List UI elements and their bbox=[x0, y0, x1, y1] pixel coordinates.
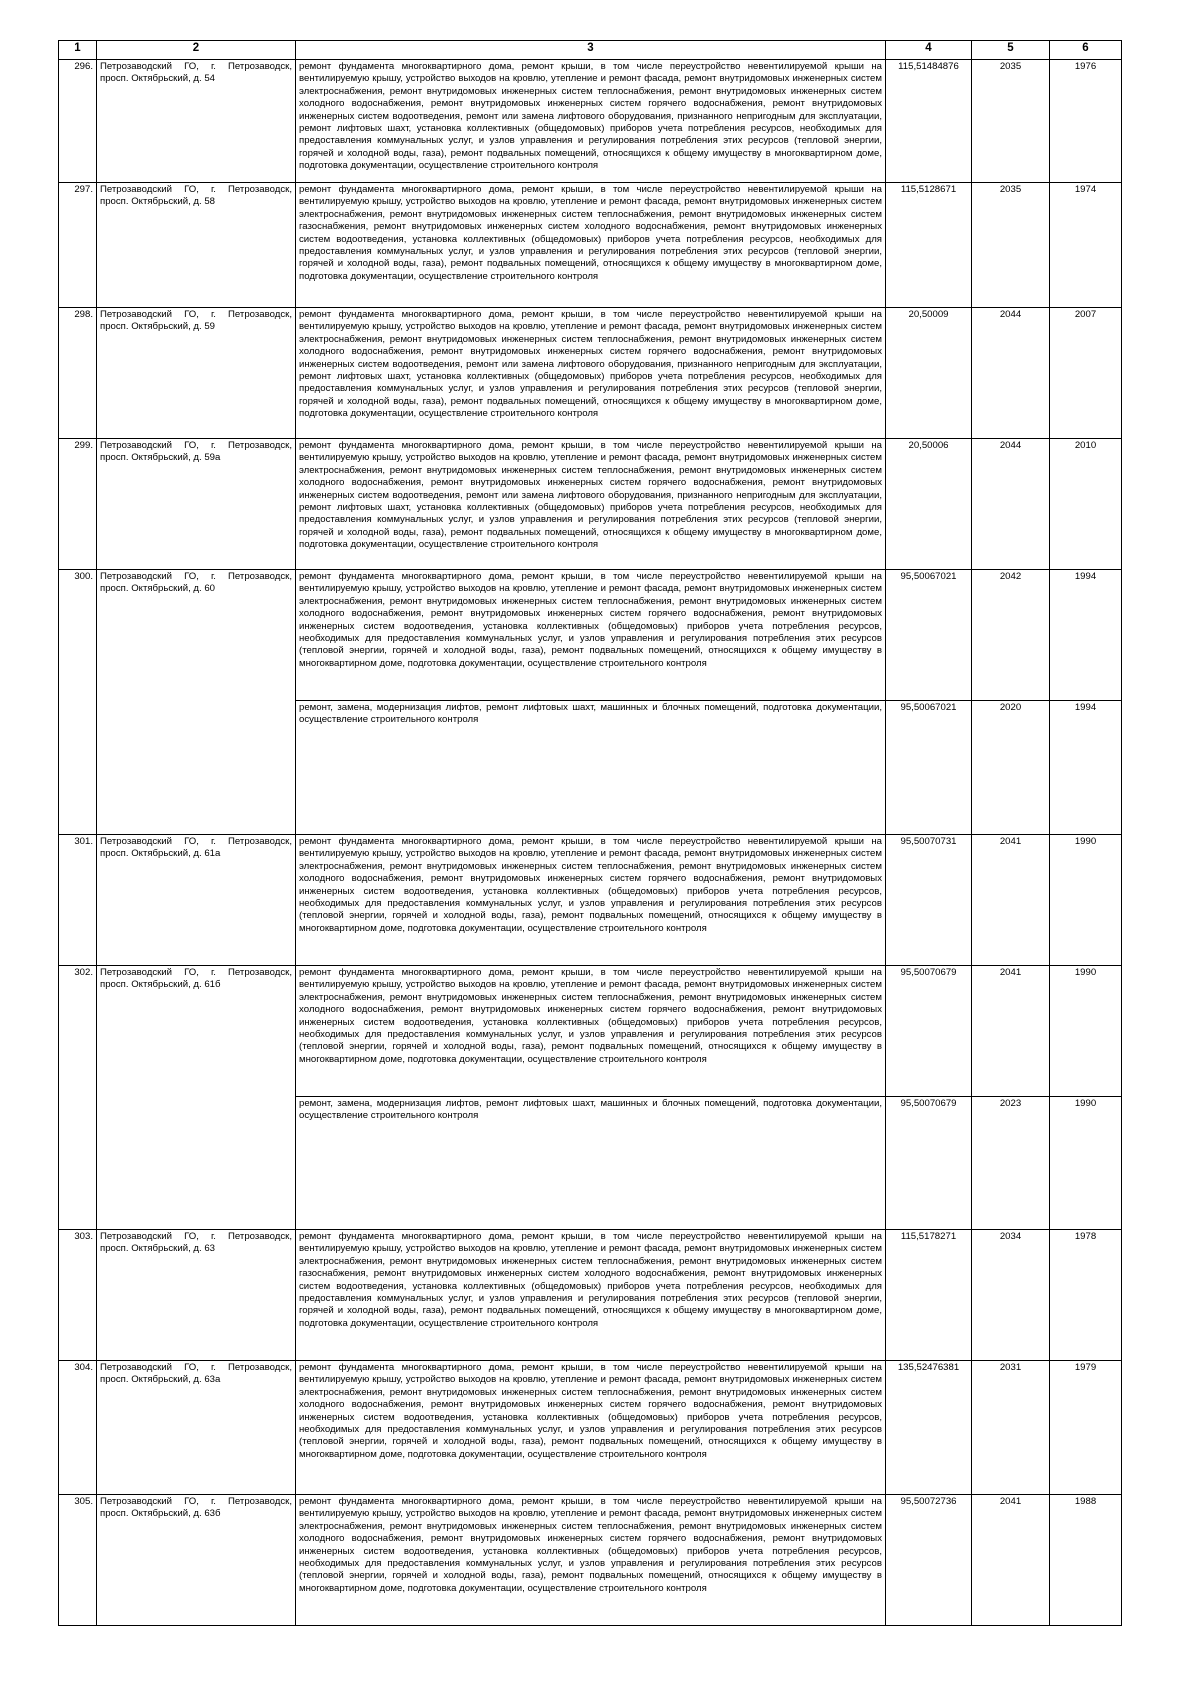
cost-cell: 95,50070679 bbox=[886, 1097, 972, 1230]
works-cell: ремонт фундамента многоквартирного дома, ремонт крыши, в том числе переустройство невентилируемой крыши на вентилируемую крышу, устройство выходов на кровлю, утепление и ремонт фасада, ремонт внутридомовых инженерных систем электроснабжения, ремонт внутридомовых инженерных систем теплоснабжения, ремонт внутридомовых инженерных систем газоснабжения, ремонт внутридомовых инженерных систем холодного водоснабжения, ремонт внутридомовых инженерных систем водоотведения, установка коллективных (общедомовых) приборов учета потребления ресурсов, необходимых для предоставления коммунальных услуг, и узлов управления и регулирования потребления этих ресурсов (тепловой энергии, горячей и холодной воды, газа), ремонт подвальных помещений, относящихся к общему имуществу в многоквартирном доме, подготовка документации, осуществление строительного контроля bbox=[296, 183, 886, 308]
planned-year-cell: 2041 bbox=[972, 1495, 1050, 1626]
planned-year-cell: 2031 bbox=[972, 1361, 1050, 1495]
works-cell: ремонт, замена, модернизация лифтов, ремонт лифтовых шахт, машинных и блочных помещений, подготовка документации, осуществление строительного контроля bbox=[296, 701, 886, 835]
col-header-1: 1 bbox=[59, 41, 97, 60]
build-year-cell: 1990 bbox=[1050, 1097, 1122, 1230]
build-year-cell: 1978 bbox=[1050, 1230, 1122, 1361]
planned-year-cell: 2035 bbox=[972, 183, 1050, 308]
col-header-4: 4 bbox=[886, 41, 972, 60]
address-cell: Петрозаводский ГО, г. Петрозаводск, просп. Октябрьский, д. 59 bbox=[97, 308, 296, 439]
row-number: 302. bbox=[59, 966, 97, 1230]
works-cell: ремонт фундамента многоквартирного дома, ремонт крыши, в том числе переустройство невентилируемой крыши на вентилируемую крышу, устройство выходов на кровлю, утепление и ремонт фасада, ремонт внутридомовых инженерных систем электроснабжения, ремонт внутридомовых инженерных систем теплоснабжения, ремонт внутридомовых инженерных систем холодного водоснабжения, ремонт внутридомовых инженерных систем горячего водоснабжения, ремонт внутридомовых инженерных систем водоотведения, установка коллективных (общедомовых) приборов учета потребления ресурсов, необходимых для предоставления коммунальных услуг, и узлов управления и регулирования потребления этих ресурсов (тепловой энергии, горячей и холодной воды, газа), ремонт подвальных помещений, относящихся к общему имуществу в многоквартирном доме, подготовка документации, осуществление строительного контроля bbox=[296, 1361, 886, 1495]
planned-year-cell: 2034 bbox=[972, 1230, 1050, 1361]
cost-cell: 95,50067021 bbox=[886, 701, 972, 835]
cost-cell: 95,50072736 bbox=[886, 1495, 972, 1626]
row-number: 296. bbox=[59, 60, 97, 183]
cost-cell: 95,50067021 bbox=[886, 570, 972, 701]
build-year-cell: 1990 bbox=[1050, 835, 1122, 966]
works-cell: ремонт фундамента многоквартирного дома, ремонт крыши, в том числе переустройство невентилируемой крыши на вентилируемую крышу, устройство выходов на кровлю, утепление и ремонт фасада, ремонт внутридомовых инженерных систем электроснабжения, ремонт внутридомовых инженерных систем теплоснабжения, ремонт внутридомовых инженерных систем холодного водоснабжения, ремонт внутридомовых инженерных систем горячего водоснабжения, ремонт внутридомовых инженерных систем водоотведения, ремонт или замена лифтового оборудования, признанного непригодным для эксплуатации, ремонт лифтовых шахт, установка коллективных (общедомовых) приборов учета потребления ресурсов, необходимых для предоставления коммунальных услуг, и узлов управления и регулирования потребления этих ресурсов (тепловой энергии, горячей и холодной воды, газа), ремонт подвальных помещений, относящихся к общему имуществу в многоквартирном доме, подготовка документации, осуществление строительного контроля bbox=[296, 439, 886, 570]
build-year-cell: 2010 bbox=[1050, 439, 1122, 570]
build-year-cell: 1990 bbox=[1050, 966, 1122, 1097]
build-year-cell: 1994 bbox=[1050, 701, 1122, 835]
col-header-2: 2 bbox=[97, 41, 296, 60]
address-cell: Петрозаводский ГО, г. Петрозаводск, просп. Октябрьский, д. 54 bbox=[97, 60, 296, 183]
address-cell: Петрозаводский ГО, г. Петрозаводск, просп. Октябрьский, д. 61б bbox=[97, 966, 296, 1230]
row-number: 299. bbox=[59, 439, 97, 570]
works-cell: ремонт фундамента многоквартирного дома, ремонт крыши, в том числе переустройство невентилируемой крыши на вентилируемую крышу, устройство выходов на кровлю, утепление и ремонт фасада, ремонт внутридомовых инженерных систем электроснабжения, ремонт внутридомовых инженерных систем теплоснабжения, ремонт внутридомовых инженерных систем холодного водоснабжения, ремонт внутридомовых инженерных систем горячего водоснабжения, ремонт внутридомовых инженерных систем водоотведения, ремонт или замена лифтового оборудования, признанного непригодным для эксплуатации, ремонт лифтовых шахт, установка коллективных (общедомовых) приборов учета потребления ресурсов, необходимых для предоставления коммунальных услуг, и узлов управления и регулирования потребления этих ресурсов (тепловой энергии, горячей и холодной воды, газа), ремонт подвальных помещений, относящихся к общему имуществу в многоквартирном доме, подготовка документации, осуществление строительного контроля bbox=[296, 60, 886, 183]
works-cell: ремонт фундамента многоквартирного дома, ремонт крыши, в том числе переустройство невентилируемой крыши на вентилируемую крышу, устройство выходов на кровлю, утепление и ремонт фасада, ремонт внутридомовых инженерных систем электроснабжения, ремонт внутридомовых инженерных систем теплоснабжения, ремонт внутридомовых инженерных систем газоснабжения, ремонт внутридомовых инженерных систем холодного водоснабжения, ремонт внутридомовых инженерных систем водоотведения, установка коллективных (общедомовых) приборов учета потребления ресурсов, необходимых для предоставления коммунальных услуг, и узлов управления и регулирования потребления этих ресурсов (тепловой энергии, горячей и холодной воды, газа), ремонт подвальных помещений, относящихся к общему имуществу в многоквартирном доме, подготовка документации, осуществление строительного контроля bbox=[296, 1230, 886, 1361]
planned-year-cell: 2041 bbox=[972, 966, 1050, 1097]
address-cell: Петрозаводский ГО, г. Петрозаводск, просп. Октябрьский, д. 59а bbox=[97, 439, 296, 570]
cost-cell: 135,52476381 bbox=[886, 1361, 972, 1495]
cost-cell: 20,50006 bbox=[886, 439, 972, 570]
address-cell: Петрозаводский ГО, г. Петрозаводск, просп. Октябрьский, д. 60 bbox=[97, 570, 296, 835]
planned-year-cell: 2020 bbox=[972, 701, 1050, 835]
build-year-cell: 2007 bbox=[1050, 308, 1122, 439]
table-row bbox=[59, 308, 1122, 439]
table-row bbox=[59, 1230, 1122, 1361]
planned-year-cell: 2035 bbox=[972, 60, 1050, 183]
table-row bbox=[59, 966, 1122, 1097]
address-cell: Петрозаводский ГО, г. Петрозаводск, просп. Октябрьский, д. 63б bbox=[97, 1495, 296, 1626]
planned-year-cell: 2042 bbox=[972, 570, 1050, 701]
cost-cell: 115,51484876 bbox=[886, 60, 972, 183]
planned-year-cell: 2041 bbox=[972, 835, 1050, 966]
table-row bbox=[59, 183, 1122, 308]
cost-cell: 95,50070731 bbox=[886, 835, 972, 966]
works-cell: ремонт, замена, модернизация лифтов, ремонт лифтовых шахт, машинных и блочных помещений, подготовка документации, осуществление строительного контроля bbox=[296, 1097, 886, 1230]
address-cell: Петрозаводский ГО, г. Петрозаводск, просп. Октябрьский, д. 58 bbox=[97, 183, 296, 308]
build-year-cell: 1979 bbox=[1050, 1361, 1122, 1495]
works-cell: ремонт фундамента многоквартирного дома, ремонт крыши, в том числе переустройство невентилируемой крыши на вентилируемую крышу, устройство выходов на кровлю, утепление и ремонт фасада, ремонт внутридомовых инженерных систем электроснабжения, ремонт внутридомовых инженерных систем теплоснабжения, ремонт внутридомовых инженерных систем холодного водоснабжения, ремонт внутридомовых инженерных систем горячего водоснабжения, ремонт внутридомовых инженерных систем водоотведения, установка коллективных (общедомовых) приборов учета потребления ресурсов, необходимых для предоставления коммунальных услуг, и узлов управления и регулирования потребления этих ресурсов (тепловой энергии, горячей и холодной воды, газа), ремонт подвальных помещений, относящихся к общему имуществу в многоквартирном доме, подготовка документации, осуществление строительного контроля bbox=[296, 570, 886, 701]
table-row bbox=[59, 1361, 1122, 1495]
row-number: 304. bbox=[59, 1361, 97, 1495]
works-cell: ремонт фундамента многоквартирного дома, ремонт крыши, в том числе переустройство невентилируемой крыши на вентилируемую крышу, устройство выходов на кровлю, утепление и ремонт фасада, ремонт внутридомовых инженерных систем электроснабжения, ремонт внутридомовых инженерных систем теплоснабжения, ремонт внутридомовых инженерных систем холодного водоснабжения, ремонт внутридомовых инженерных систем горячего водоснабжения, ремонт внутридомовых инженерных систем водоотведения, установка коллективных (общедомовых) приборов учета потребления ресурсов, необходимых для предоставления коммунальных услуг, и узлов управления и регулирования потребления этих ресурсов (тепловой энергии, горячей и холодной воды, газа), ремонт подвальных помещений, относящихся к общему имуществу в многоквартирном доме, подготовка документации, осуществление строительного контроля bbox=[296, 966, 886, 1097]
cost-cell: 115,5128671 bbox=[886, 183, 972, 308]
table-body bbox=[59, 60, 1122, 1626]
col-header-3: 3 bbox=[296, 41, 886, 60]
table-row bbox=[59, 570, 1122, 701]
works-cell: ремонт фундамента многоквартирного дома, ремонт крыши, в том числе переустройство невентилируемой крыши на вентилируемую крышу, устройство выходов на кровлю, утепление и ремонт фасада, ремонт внутридомовых инженерных систем электроснабжения, ремонт внутридомовых инженерных систем теплоснабжения, ремонт внутридомовых инженерных систем холодного водоснабжения, ремонт внутридомовых инженерных систем горячего водоснабжения, ремонт внутридомовых инженерных систем водоотведения, установка коллективных (общедомовых) приборов учета потребления ресурсов, необходимых для предоставления коммунальных услуг, и узлов управления и регулирования потребления этих ресурсов (тепловой энергии, горячей и холодной воды, газа), ремонт подвальных помещений, относящихся к общему имуществу в многоквартирном доме, подготовка документации, осуществление строительного контроля bbox=[296, 835, 886, 966]
build-year-cell: 1994 bbox=[1050, 570, 1122, 701]
cost-cell: 20,50009 bbox=[886, 308, 972, 439]
planned-year-cell: 2023 bbox=[972, 1097, 1050, 1230]
planned-year-cell: 2044 bbox=[972, 439, 1050, 570]
address-cell: Петрозаводский ГО, г. Петрозаводск, просп. Октябрьский, д. 61а bbox=[97, 835, 296, 966]
build-year-cell: 1976 bbox=[1050, 60, 1122, 183]
build-year-cell: 1974 bbox=[1050, 183, 1122, 308]
table-row bbox=[59, 1495, 1122, 1626]
table-row bbox=[59, 439, 1122, 570]
address-cell: Петрозаводский ГО, г. Петрозаводск, просп. Октябрьский, д. 63 bbox=[97, 1230, 296, 1361]
address-cell: Петрозаводский ГО, г. Петрозаводск, просп. Октябрьский, д. 63а bbox=[97, 1361, 296, 1495]
build-year-cell: 1988 bbox=[1050, 1495, 1122, 1626]
row-number: 300. bbox=[59, 570, 97, 835]
repair-schedule-table bbox=[58, 40, 1122, 1626]
table-row bbox=[59, 835, 1122, 966]
col-header-5: 5 bbox=[972, 41, 1050, 60]
header-row bbox=[59, 41, 1122, 60]
works-cell: ремонт фундамента многоквартирного дома, ремонт крыши, в том числе переустройство невентилируемой крыши на вентилируемую крышу, устройство выходов на кровлю, утепление и ремонт фасада, ремонт внутридомовых инженерных систем электроснабжения, ремонт внутридомовых инженерных систем теплоснабжения, ремонт внутридомовых инженерных систем холодного водоснабжения, ремонт внутридомовых инженерных систем горячего водоснабжения, ремонт внутридомовых инженерных систем водоотведения, ремонт или замена лифтового оборудования, признанного непригодным для эксплуатации, ремонт лифтовых шахт, установка коллективных (общедомовых) приборов учета потребления ресурсов, необходимых для предоставления коммунальных услуг, и узлов управления и регулирования потребления этих ресурсов (тепловой энергии, горячей и холодной воды, газа), ремонт подвальных помещений, относящихся к общему имуществу в многоквартирном доме, подготовка документации, осуществление строительного контроля bbox=[296, 308, 886, 439]
planned-year-cell: 2044 bbox=[972, 308, 1050, 439]
cost-cell: 95,50070679 bbox=[886, 966, 972, 1097]
table-row bbox=[59, 60, 1122, 183]
col-header-6: 6 bbox=[1050, 41, 1122, 60]
row-number: 297. bbox=[59, 183, 97, 308]
cost-cell: 115,5178271 bbox=[886, 1230, 972, 1361]
row-number: 301. bbox=[59, 835, 97, 966]
works-cell: ремонт фундамента многоквартирного дома, ремонт крыши, в том числе переустройство невентилируемой крыши на вентилируемую крышу, устройство выходов на кровлю, утепление и ремонт фасада, ремонт внутридомовых инженерных систем электроснабжения, ремонт внутридомовых инженерных систем теплоснабжения, ремонт внутридомовых инженерных систем холодного водоснабжения, ремонт внутридомовых инженерных систем горячего водоснабжения, ремонт внутридомовых инженерных систем водоотведения, установка коллективных (общедомовых) приборов учета потребления ресурсов, необходимых для предоставления коммунальных услуг, и узлов управления и регулирования потребления этих ресурсов (тепловой энергии, горячей и холодной воды, газа), ремонт подвальных помещений, относящихся к общему имуществу в многоквартирном доме, подготовка документации, осуществление строительного контроля bbox=[296, 1495, 886, 1626]
row-number: 303. bbox=[59, 1230, 97, 1361]
row-number: 305. bbox=[59, 1495, 97, 1626]
row-number: 298. bbox=[59, 308, 97, 439]
